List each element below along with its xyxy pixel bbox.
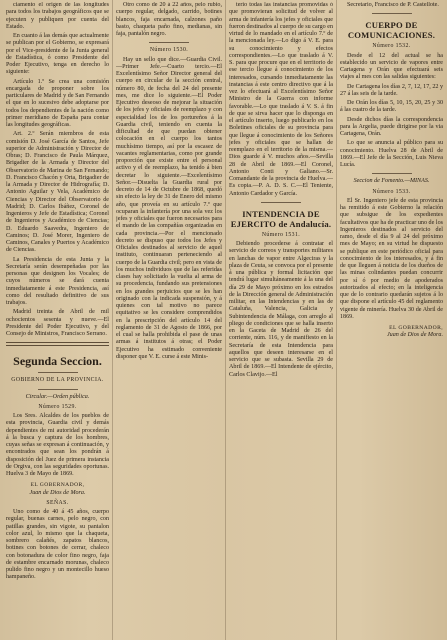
paragraph: Debiendo procederse á contratar el servicio de correos y transportes militares en lanchas de vapor entre Algeciras y la plaza de Ceuta, se convoca por el presente á una pública y formal licitación que tendrá lugar simultáneamente á la una del día 29 de Mayo próximo en los estrados de la Dirección general de Administración militar, en las Intendencias y en las de Cataluña, Valencia, Galicia y Subintendencia de Málaga, con arreglo al pliego de condiciones que se halla inserto en la Gaceta de Madrid de 26 del corriente, núm. 116, y de manifiesto en la Secretaría de esta Intendencia para aquellos que deseen interesarse en el servicio que se subasta. Sevilla 29 de Abril de 1869.—El Intendente de ejército, Carlos Clavijo.—El bbox=[229, 241, 333, 378]
signature-title: EL GOBERNADOR, bbox=[30, 482, 85, 489]
paragraph: Otro como de 20 á 22 años, pelo rubio, cuerpo regular, delgado, carrido, botines blancos, faja encarnada, calzones paño basto, chaqueta paño fino, medianas, sin faja, pantalón negro. bbox=[116, 2, 222, 37]
article-number: Número 1531. bbox=[261, 231, 301, 238]
column-divider bbox=[336, 0, 337, 640]
divider bbox=[372, 173, 412, 174]
divider bbox=[38, 372, 78, 373]
paragraph: Secretario, Francisco de P. Castellote. bbox=[347, 2, 439, 8]
paragraph: Uno como de 40 á 45 años, cuerpo regular, buenas carnes, pelo negro, con patillas grandes, sin vigote, su pantalon color azul, lo mismo que la chaqueta, sombrero calañés, zapatos blancos, botines con botones de cerrar, chaleco con botonadura de color fino negro, faja de estambre encarnado morunas, chaleco pulido fino negro y un montecillo hueso hampaneño. bbox=[6, 509, 109, 581]
paragraph: De Cartagena los días 2, 7, 12, 17, 22 y 27 á las seis de la tarde. bbox=[340, 83, 443, 97]
circular-title: Circular.—Orden pública. bbox=[25, 393, 90, 400]
article-number: Número 1529. bbox=[38, 403, 77, 410]
senas-title: SEÑAS. bbox=[46, 499, 69, 506]
paragraph: Lo que se anuncia al público para su conocimiento. Huelva 28 de Abril de 1869.—El Jefe de la Sección, Luis Nieva Lucía. bbox=[340, 140, 443, 168]
section-heading: INTENDENCIA DE EJERCITO de Andalucía. bbox=[230, 208, 332, 229]
paragraph: Madrid treinta de Abril de mil ochocientos sesenta y nueve.—El Presidente del Poder Ejecutivo, y del Consejo de Ministros, Francisco Serrano. bbox=[6, 309, 109, 337]
divider bbox=[372, 13, 412, 14]
column-3 bbox=[229, 2, 333, 636]
column-divider bbox=[112, 0, 113, 640]
section-subtitle: GOBIERNO DE LA PROVINCIA. bbox=[11, 377, 104, 384]
divider bbox=[38, 389, 78, 390]
paragraph: Artículo 1.º Se crea una comisión encargada de proponer sobre los particulares de Madrid y de San Fernando el que en lo sucesivo debe adoptarse por todos los dependientes de la nación como primer meridiano de España para contar las longitudes geográficas. bbox=[6, 78, 109, 128]
article-number: Número 1532. bbox=[372, 43, 411, 50]
paragraph: Desde dichos días la correspondencia para la Argelia, puede dirigirse por la via Cartagena, Orán. bbox=[340, 116, 443, 137]
paragraph: Desde el 12 del actual se ha establecido un servicio de vapores entre Cartagena y Orán que efectuará seis viajes al mes con las salidas siguientes: bbox=[340, 52, 443, 81]
signature-title: EL GOBERNADOR, bbox=[389, 325, 443, 331]
paragraph: Los Sres. Alcaldes de los pueblos de esta provincia, Guardia civil y demás dependientes de mi autoridad procederán á la busca y captura de los hombres, cuyas señas se expresan á continuación, y encontrados que sean los pondrán á disposición del Juez de primera instancia de Orgiva, con las seguridades oportunas. Huelva 3 de Mayo de 1869. bbox=[6, 413, 109, 477]
signature-name: Juan de Dios de Mora. bbox=[386, 332, 443, 339]
divider bbox=[261, 202, 301, 203]
section-divider bbox=[6, 342, 109, 346]
article-number: Número 1533. bbox=[372, 188, 411, 195]
section-title: Segunda Seccion. bbox=[13, 354, 102, 369]
paragraph: De Orán los días 5, 10, 15, 20, 25 y 30 á las cuatro de la tarde. bbox=[340, 100, 443, 114]
column-4 bbox=[340, 2, 443, 636]
paragraph: Hay un sello que dice.—Guardia Civil.—Primer Jefe.—Cuarto tercio.—El Excelentísimo Señor Director general del cuerpo en circular de la sección central, número 80, de fecha del 24 del presente mes, me dice lo siguiente.—El Poder Ejecutivo deseoso de mejorar la situación de los jefes y oficiales de reemplazo y con especialidad los de los portureños á la Guardia civil, teniendo en cuenta la dificultad de que puedan obtener colocación en el cuerpo los tantos muchísimo tiempo, así por la escasez de vacantes reglamentarias, como por grande proporción que existe entre el personal activo y el de reemplazo, ha tenido á bien decretar lo siguiente.—Excelentísimo Señor.—Disuelta la Guardia rural por decreto de 14 de Octubre de 1868, quedó sin efecto la ley de 31 de Enero del mismo año, que proveía en su artículo 7.º que ocuparan la infantería por una sola vez los jefes y oficiales que fueron necesarios para el mando de las compañías organizadas en cada provincia.—Por el mencionado decreto se dispuso que todos los Jefes y Oficiales destinados al servicio de aquel instituto, continuaran perteneciendo al cuerpo de la Guardia civil; pero en vista de los muchos individuos que de las referidas clases hay solicitado la vuelta al arma de su procedencia, fundando sus pretensiones en los grandes perjuicios que se les han originado con la indicada suspensión, y á quienes con tal motivo no parece equitativo se les considere comprendidos en la prescripción del artículo 14 del reglamento de 31 de Agosto de 1866, por el cual se halla prohibida el pase de unas armas á institutos á otras; el Poder Ejecutivo ha estimado conveniente disponer que V. E. curse á este Minis- bbox=[116, 56, 222, 360]
paragraph: El Sr. Ingeniero jefe de esta provincia ha remitido á este Gobierno la relación que subsigue de los expedientes facultativos que ha de practicar uno de los Ingenieros destinados al servicio del ramo, desde el día 9 al 24 del próximo mes de Mayo; en su virtud he dispuesto se publique en este periódico oficial para conocimiento de los interesados, y á fin de que lleguen á noticia de los dueños de las minas colindantes puedan concurrir por sí ó por medio de apoderados autorizados al efecto; en la inteligencia que de lo contrario quedarán sujetos á lo que dispone el artículo 45 del reglamento vigente de minería. Huelva 30 de Abril de 1869. bbox=[340, 197, 443, 320]
article-number: Número 1530. bbox=[149, 47, 189, 54]
paragraph: ciamento el origen de las longitudes para todos los trabajos geográficos que se ejecuten y publiquen por cuenta del Estado. bbox=[6, 2, 109, 30]
column-2 bbox=[116, 2, 222, 636]
paragraph: Art. 2.º Serán miembros de esta comisión D. José García de Santos, Jefe superior de Administración y Director de Obras; D. Francisco de Paula Márquez, Brigadier de la Armada y Director del Observatorio de Marina de San Fernando; D. Francisco Chacón y Orta, Brigadier de la Armada y Director de Hidrografía; D. Antonio Aguilar y Vela, Académico de Ciencias y Director del Observatorio de Madrid; D. Carlos Ibáñez, Coronel de Ingenieros y Jefe de Estadística; Coronel de Ingenieros y Académico de Ciencias; D. Eduardo Saavedra, Ingeniero de Caminos; D. José Morer, Ingeniero de Caminos, Canales y Puertos y Académico de Ciencias. bbox=[6, 131, 109, 254]
section-heading: Seccion de Fomento.—MINAS. bbox=[353, 178, 430, 185]
paragraph: terio todas las instancias promovidas ó que promovieran solicitud de volver al arma de infantería los jefes y oficiales que fueron destinados al cuerpo de su cargo en virtud de lo mandado en el artículo 7.º de la mencionada ley.—Lo digo á V. E. para su conocimiento y efectos correspondientes.—Lo que traslado á V. S. para que procure que en el territorio de ese tercio llegue á conocimiento de los interesados, cursando inmediatamente las instancias á este centro directivo que á la vez lo efectuará al Excelentísimo Señor Ministro de la Guerra con informe favorable.—Lo que traslado á V. S. á fin de que se sirva hacer que lo disponga en el artículo inserto, luego publicarlo en los Boletines oficiales de su provincia para que llegue á conocimiento de los Señores jefes y oficiales que se hallan de reemplazo en el territorio de la misma.—Dios guarde á V. muchos años.—Sevilla 28 de Abril de 1869.—El Coronel, Antonio Conti y Galiano.—Sr. Comandante de la provincia de Huelva.—Es copia.—P. A. D. S. C.—El Teniente, Antonio Cardador y García. bbox=[229, 2, 333, 197]
paragraph: La Presidencia de esta Junta y la Secretaría serán desempeñadas por las personas que designen los Vocales; de cuyos números se dará cuenta inmediatamente á este Presidencia, así como del resultado definitivo de sus trabajos. bbox=[6, 256, 109, 306]
divider bbox=[149, 42, 189, 43]
signature-name: Juan de Dios de Mora. bbox=[29, 489, 86, 496]
section-heading: CUERPO DE COMUNICACIONES. bbox=[347, 20, 436, 41]
column-divider bbox=[225, 0, 226, 640]
paragraph: En cuanto á las demás que actualmente se publican por el Gobierno, se expresará por el Vice-presidente de la Junta general de Estadística, ó como Presidente del Poder Ejecutivo, tenga en derecho lo siguiente: bbox=[6, 33, 109, 76]
column-1 bbox=[6, 2, 109, 636]
